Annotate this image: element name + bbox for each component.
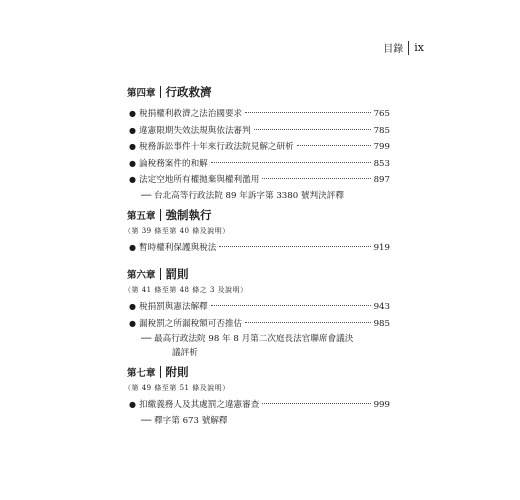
subtitle-line: ── 最高行政法院 98 年 8 月第二次庭長法官聯席會議決	[141, 334, 354, 344]
toc-entry-page: 919	[373, 243, 390, 253]
chapter-article-note: （第 41 條至第 48 條之 3 及說明）	[124, 286, 248, 294]
page-header	[383, 40, 424, 55]
chapter-divider	[160, 268, 161, 280]
toc-entry-title: 稅捐罰與憲法解釋	[139, 302, 208, 312]
subtitle-line: ── 台北高等行政法院 89 年訴字第 3380 號判決評釋	[141, 190, 344, 201]
toc-entry-page: 785	[373, 125, 390, 136]
bullet-icon: ●	[129, 142, 136, 151]
toc-entry-page: 999	[373, 400, 390, 410]
chapter-article-note: （第 49 條至第 51 條及說明）	[124, 384, 230, 392]
dot-leader	[254, 129, 371, 130]
toc-entry-title: 違憲限期失效法規與依法審判	[139, 125, 251, 136]
dot-leader	[262, 178, 370, 179]
dot-leader	[262, 403, 370, 404]
chapter-heading	[127, 266, 390, 282]
header-page-number: ix	[414, 41, 424, 54]
chapter-heading	[127, 207, 390, 223]
toc-entry-title: 法定空地所有權拋棄與權利濫用	[139, 175, 260, 185]
bullet-icon: ●	[129, 125, 136, 135]
header-section-title: 目錄	[383, 44, 404, 55]
toc-entry-page: 799	[373, 142, 390, 152]
toc-entry-title: 稅務訴訟事件十年來行政法院見解之研析	[139, 142, 294, 152]
dot-leader	[211, 305, 371, 306]
toc-entry-page: 985	[373, 318, 390, 329]
chapter-5	[124, 207, 390, 257]
toc-entry-subtitle	[127, 189, 390, 203]
chapter-label: 第四章	[127, 88, 156, 99]
chapter-divider	[160, 366, 161, 378]
chapter-title: 強制執行	[165, 208, 212, 222]
chapter-4	[127, 84, 390, 203]
chapter-article-note: （第 39 條至第 40 條及說明）	[124, 227, 230, 235]
subtitle-line: ── 釋字第 673 號解釋	[141, 415, 228, 426]
dot-leader	[211, 162, 371, 163]
toc-entry-title: 扣繳義務人及其處罰之違憲審查	[139, 400, 260, 410]
bullet-icon: ●	[129, 302, 136, 311]
toc-entry-page: 853	[373, 158, 390, 169]
chapter-label: 第七章	[127, 368, 156, 379]
dot-leader	[245, 112, 370, 113]
toc-entry-subtitle	[127, 414, 390, 428]
chapter-7	[124, 364, 390, 428]
chapter-divider	[160, 86, 161, 98]
toc-entry[interactable]	[127, 156, 390, 173]
bullet-icon: ●	[129, 243, 136, 252]
bullet-icon: ●	[129, 109, 136, 118]
bullet-icon: ●	[129, 318, 136, 328]
bullet-icon: ●	[129, 175, 136, 184]
toc-entry-subtitle	[127, 332, 390, 360]
toc-entry[interactable]	[127, 397, 390, 414]
chapter-label: 第六章	[127, 270, 156, 281]
toc-entry-title: 漏稅罰之所漏稅額可否推估	[139, 318, 243, 329]
toc-entry-page: 943	[373, 302, 390, 312]
toc-entry[interactable]	[127, 123, 390, 140]
bullet-icon: ●	[129, 158, 136, 168]
toc-entry[interactable]	[127, 299, 390, 316]
toc-entry-page: 897	[373, 175, 390, 185]
toc-entry[interactable]	[127, 316, 390, 333]
toc-entry[interactable]	[127, 172, 390, 189]
toc-entry-title: 暫時權利保護與稅法	[139, 243, 217, 253]
chapter-heading	[127, 84, 390, 100]
dot-leader	[297, 145, 371, 146]
chapter-label: 第五章	[127, 211, 156, 222]
chapter-divider	[160, 209, 161, 221]
dot-leader	[245, 322, 370, 323]
bullet-icon: ●	[129, 400, 136, 409]
toc-entry[interactable]	[127, 139, 390, 156]
header-divider	[408, 41, 409, 55]
chapter-6	[124, 266, 390, 360]
chapter-title: 罰則	[165, 267, 189, 281]
subtitle-line: 議評析	[172, 348, 198, 358]
dot-leader	[219, 246, 370, 247]
chapter-heading	[127, 364, 390, 380]
toc-entry[interactable]	[127, 106, 390, 123]
chapter-title: 附則	[165, 365, 189, 379]
toc-entry-title: 稅捐權利救濟之法治國要求	[139, 109, 243, 119]
toc-entry[interactable]	[127, 240, 390, 257]
chapter-title: 行政救濟	[165, 85, 212, 99]
toc-entry-title: 論稅務案件的和解	[139, 158, 208, 169]
toc-entry-page: 765	[373, 109, 390, 119]
